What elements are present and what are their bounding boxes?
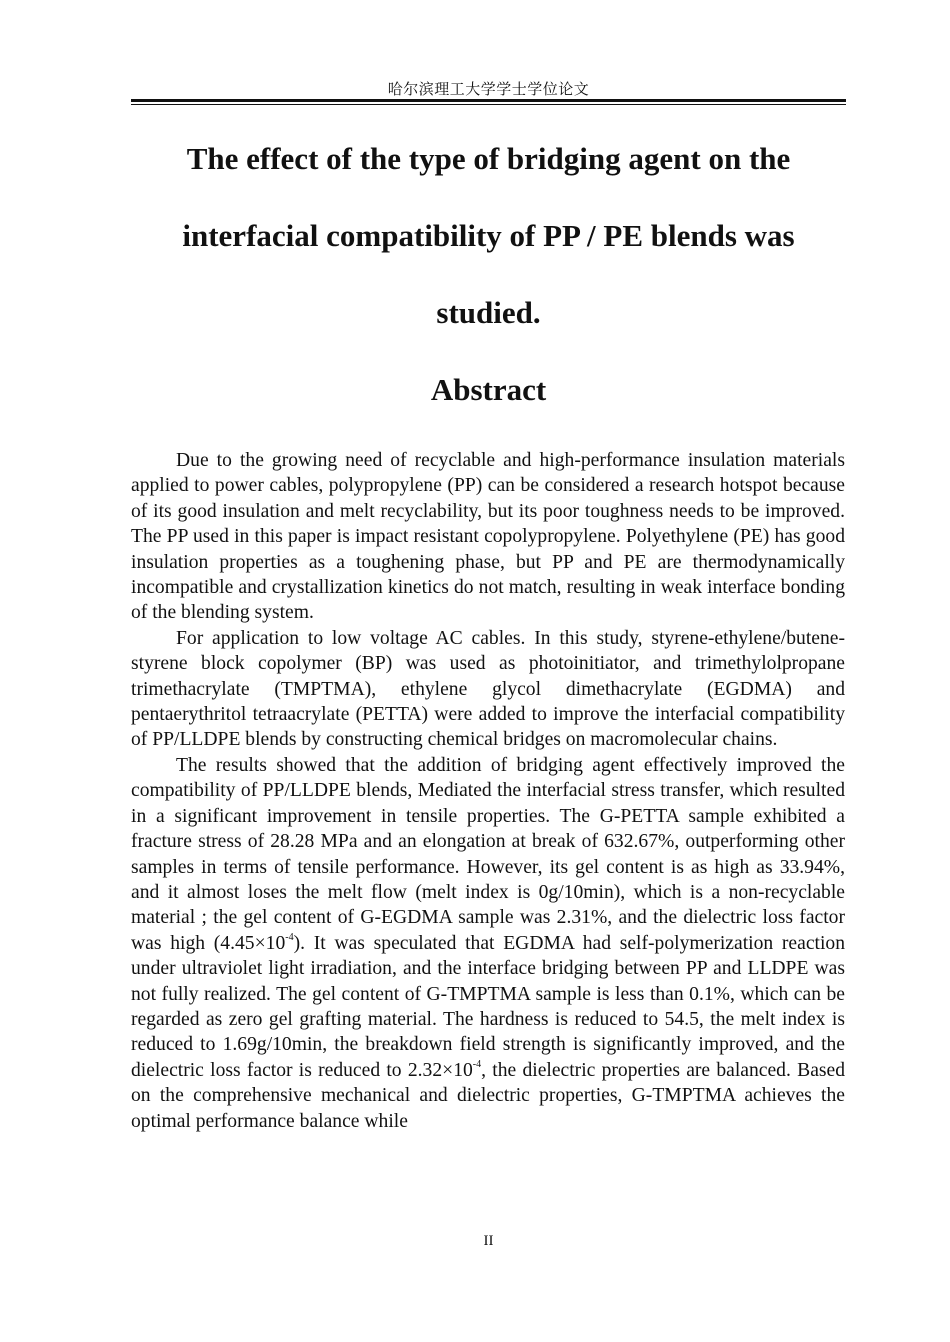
- title-line-1: The effect of the type of bridging agent on the: [186, 141, 791, 176]
- header-rule-thick: [131, 99, 846, 102]
- abstract-body: [131, 448, 845, 1134]
- abstract-paragraph-1: Due to the growing need of recyclable and high-performance insulation materials applied to power cables, polypropylene (PP) can be considered a research hotspot because of its good insulation and melt recyclability, but its poor toughness needs to be improved. The PP used in this paper is impact resistant copolypropylene. Polyethylene (PE) has good insulation properties as a toughening phase, but PP and PE are thermodynamically incompatible and crystallization kinetics do not match, resulting in weak interface bonding of the blending system.: [131, 450, 845, 624]
- abstract-paragraph-3: [131, 753, 845, 1134]
- paragraph-3-part-c: , the dielectric properties are balanced. Based on the comprehensive mechanical and dielectric properties, G-TMPTMA achieves the optimal performance balance while: [131, 1059, 846, 1132]
- superscript-exponent-2: -4: [472, 1059, 482, 1071]
- abstract-paragraph-2: For application to low voltage AC cables. In this study, styrene-ethylene/butene-styrene block copolymer (BP) was used as photoinitiator, and trimethylolpropane trimethacrylate (TMPTMA), ethylene glycol dimethacrylate (EGDMA) and pentaerythritol tetraacrylate (PETTA) were added to improve the interfacial compatibility of PP/LLDPE blends by constructing chemical bridges on macromolecular chains.: [131, 627, 845, 751]
- page-header: 哈尔滨理工大学学士学位论文: [387, 80, 590, 98]
- paragraph-3-part-a: The results showed that the addition of bridging agent effectively improved the compatibility of PP/LLDPE blends, Mediated the interfacial stress transfer, which resulted in a significant improvement in tensile properties. The G-PETTA sample exhibited a fracture stress of 28.28 MPa and an elongation at break of 632.67%, outperforming other samples in terms of tensile performance. However, its gel content is as high as 33.94%, and it almost loses the melt flow (melt index is 0g/10min), which is a non-recyclable material ; the gel content of G-EGDMA sample was 2.31%, and the dielectric loss factor was high (4.45×10: [131, 754, 845, 954]
- thesis-title: [131, 120, 846, 351]
- page-number: II: [483, 1233, 494, 1249]
- title-line-3: studied.: [436, 295, 541, 330]
- abstract-heading: Abstract: [430, 372, 547, 407]
- header-rule-thin: [131, 104, 846, 105]
- superscript-exponent-1: -4: [285, 932, 294, 944]
- title-line-2: interfacial compatibility of PP / PE blends was: [182, 218, 795, 253]
- paragraph-3-part-b: ). It was speculated that EGDMA had self-polymerization reaction under ultraviolet light irradiation, and the interface bridging between PP and LLDPE was not fully realized. The gel content of G-TMPTMA sample is less than 0.1%, which can be regarded as zero gel grafting material. The hardness is reduced to 54.5, the melt index is reduced to 1.69g/10min, the breakdown field strength is significantly improved, and the dielectric loss factor is reduced to 2.32×10: [131, 932, 846, 1081]
